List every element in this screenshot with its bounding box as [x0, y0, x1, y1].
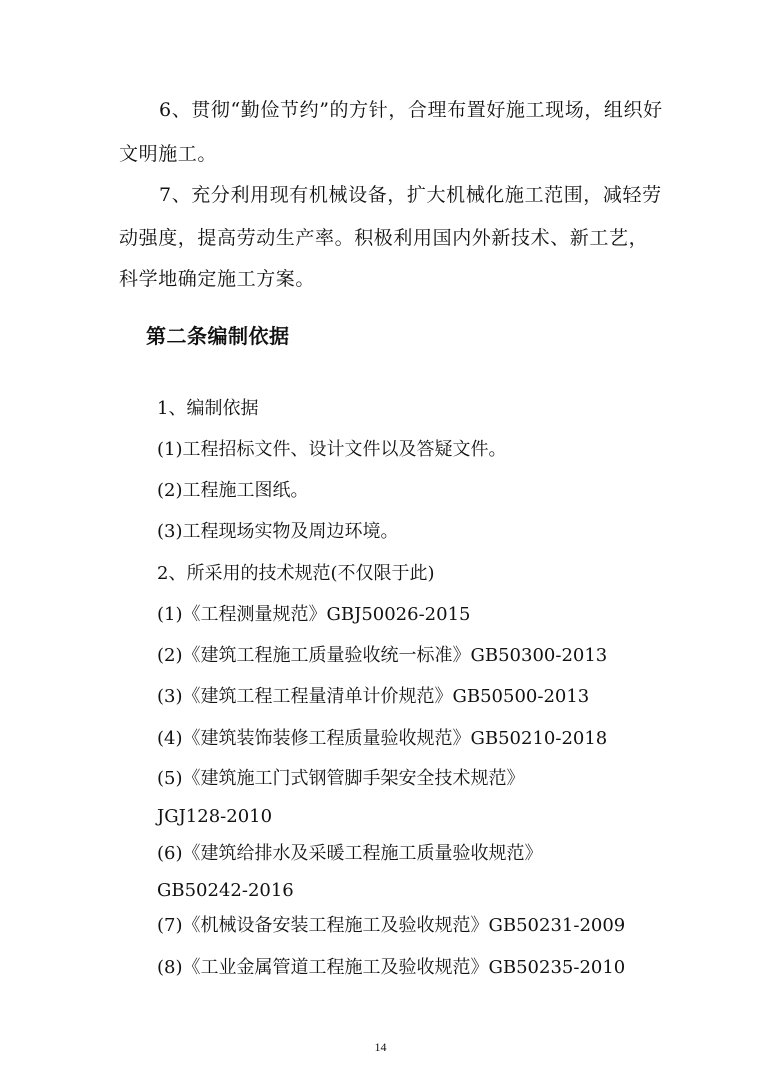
basis-item: (2)工程施工图纸。: [157, 480, 309, 501]
standard-item: (4)《建筑装饰装修工程质量验收规范》GB50210-2018: [157, 728, 608, 749]
standard-item: (2)《建筑工程施工质量验收统一标准》GB50300-2013: [157, 645, 608, 666]
standard-item: (6)《建筑给排水及采暖工程施工质量验收规范》: [157, 843, 543, 864]
standard-code: JGJ128-2010: [157, 806, 273, 827]
section-heading: 第二条编制依据: [146, 324, 290, 348]
standard-item: (7)《机械设备安装工程施工及验收规范》GB50231-2009: [157, 915, 626, 936]
paragraph-6-line-2: 文明施工。: [119, 143, 218, 165]
standard-code: GB50242-2016: [157, 880, 294, 901]
paragraph-6-line-1: 6、贯彻“勤俭节约”的方针，合理布置好施工现场，组织好: [159, 99, 663, 121]
standard-item: (5)《建筑施工门式钢管脚手架安全技术规范》: [157, 768, 525, 789]
basis-item: (1)工程招标文件、设计文件以及答疑文件。: [157, 439, 507, 460]
standard-item: (8)《工业金属管道工程施工及验收规范》GB50235-2010: [157, 957, 626, 978]
paragraph-7-line-3: 科学地确定施工方案。: [119, 268, 316, 290]
standard-item: (1)《工程测量规范》GBJ50026-2015: [157, 604, 471, 625]
basis-item: (3)工程现场实物及周边环境。: [157, 521, 399, 542]
basis-title: 1、编制依据: [157, 398, 259, 419]
paragraph-7-line-1: 7、充分利用现有机械设备，扩大机械化施工范围，减轻劳: [159, 184, 662, 206]
standard-item: (3)《建筑工程工程量清单计价规范》GB50500-2013: [157, 686, 590, 707]
standards-title: 2、所采用的技术规范(不仅限于此): [157, 563, 435, 584]
paragraph-7-line-2: 动强度，提高劳动生产率。积极利用国内外新技术、新工艺，: [119, 227, 649, 249]
page-number: 14: [374, 1040, 387, 1054]
